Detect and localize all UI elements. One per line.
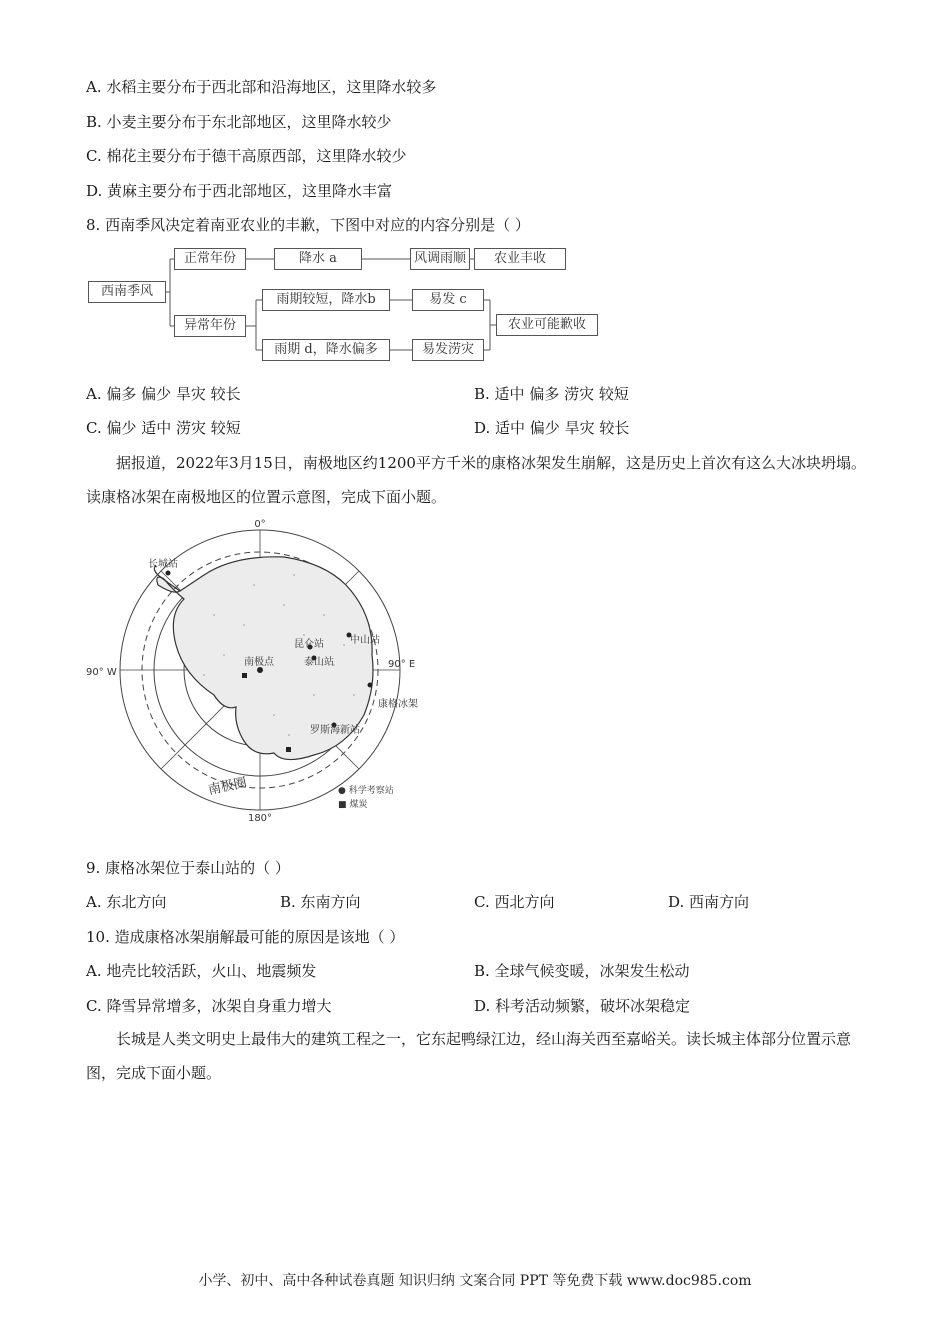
- label-antarctic-circle: 南极圈: [206, 775, 249, 799]
- box-rain-a: 降水 a: [274, 248, 362, 270]
- box-abnormal-year: 异常年份: [174, 315, 246, 337]
- q10-option-c: C. 降雪异常增多，冰架自身重力增大: [86, 997, 332, 1015]
- label-lon-180: 180°: [247, 813, 273, 824]
- box-short-rain: 雨期较短，降水b: [262, 289, 390, 311]
- q10-option-a: A. 地壳比较活跃，火山、地震频发: [86, 962, 317, 980]
- antarctica-map: [84, 515, 424, 825]
- q8-stem: 8. 西南季风决定着南亚农业的丰歉，下图中对应的内容分别是（ ）: [86, 216, 530, 234]
- box-prone-c: 易发 c: [412, 289, 484, 311]
- q8-option-d: D. 适中 偏少 旱灾 较长: [474, 419, 630, 437]
- q9-option-c: C. 西北方向: [474, 893, 555, 911]
- antarctica-map-svg: [84, 515, 424, 825]
- q8-option-a: A. 偏多 偏少 旱灾 较长: [86, 385, 241, 403]
- label-zhongshan-station: 中山站: [350, 635, 380, 646]
- passage-great-wall: 长城是人类文明史上最伟大的建筑工程之一，它东起鸭绿江边，经山海关西至嘉峪关。读长城主体部分位置示意图，完成下面小题。: [86, 1030, 852, 1082]
- label-kunlun-station: 昆仑站: [294, 639, 324, 650]
- label-south-pole: 南极点: [244, 657, 274, 668]
- coal-marker: [286, 747, 291, 752]
- box-normal-year: 正常年份: [174, 248, 246, 270]
- box-root: 西南季风: [88, 281, 166, 303]
- label-changcheng-station: 长城站: [148, 559, 178, 570]
- box-bad-harvest: 农业可能歉收: [496, 314, 598, 336]
- conger-ice-shelf-marker: [368, 683, 373, 688]
- page-footer: 小学、初中、高中各种试卷真题 知识归纳 文案合同 PPT 等免费下载 www.doc985.com: [198, 1273, 752, 1289]
- coal-marker: [242, 673, 247, 678]
- q8-option-c: C. 偏少 适中 涝灾 较短: [86, 419, 241, 437]
- q8-option-b: B. 适中 偏多 涝灾 较短: [474, 385, 629, 403]
- q9-option-d: D. 西南方向: [668, 893, 750, 911]
- legend-station: ● 科学考察站: [338, 786, 394, 796]
- legend-coal: ■ 煤炭: [338, 800, 368, 810]
- box-smooth-weather: 风调雨顺: [410, 248, 470, 270]
- q7-option-c: C. 棉花主要分布于德干高原西部，这里降水较少: [86, 147, 407, 165]
- q7-option-d: D. 黄麻主要分布于西北部地区，这里降水丰富: [86, 182, 393, 200]
- q10-stem: 10. 造成康格冰架崩解最可能的原因是该地（ ）: [86, 928, 405, 946]
- label-lon-90e: 90° E: [388, 659, 416, 670]
- q9-stem: 9. 康格冰架位于泰山站的（ ）: [86, 859, 290, 877]
- label-conger-ice-shelf: 康格冰架: [378, 699, 418, 710]
- box-harvest: 农业丰收: [474, 248, 566, 270]
- q7-option-a: A. 水稻主要分布于西北部和沿海地区，这里降水较多: [86, 78, 437, 96]
- box-long-rain: 雨期 d，降水偏多: [262, 339, 390, 361]
- box-flood: 易发涝灾: [412, 339, 484, 361]
- changcheng-station-marker: [166, 571, 171, 576]
- q7-option-b: B. 小麦主要分布于东北部地区，这里降水较少: [86, 113, 392, 131]
- q8-flow-diagram: [88, 242, 608, 370]
- q9-option-a: A. 东北方向: [86, 893, 167, 911]
- q10-option-b: B. 全球气候变暖，冰架发生松动: [474, 962, 690, 980]
- label-taishan-station: 泰山站: [304, 657, 334, 668]
- q10-option-d: D. 科考活动频繁，破坏冰架稳定: [474, 997, 691, 1015]
- passage-conger-ice-shelf: 据报道，2022年3月15日，南极地区约1200平方千米的康格冰架发生崩解，这是历史上首次有这么大冰块坍塌。读康格冰架在南极地区的位置示意图，完成下面小题。: [86, 454, 866, 506]
- q9-option-b: B. 东南方向: [280, 893, 361, 911]
- label-luosi-station: 罗斯海新站: [310, 725, 360, 736]
- label-lon-90w: 90° W: [86, 667, 117, 678]
- label-lon-0: 0°: [254, 519, 266, 530]
